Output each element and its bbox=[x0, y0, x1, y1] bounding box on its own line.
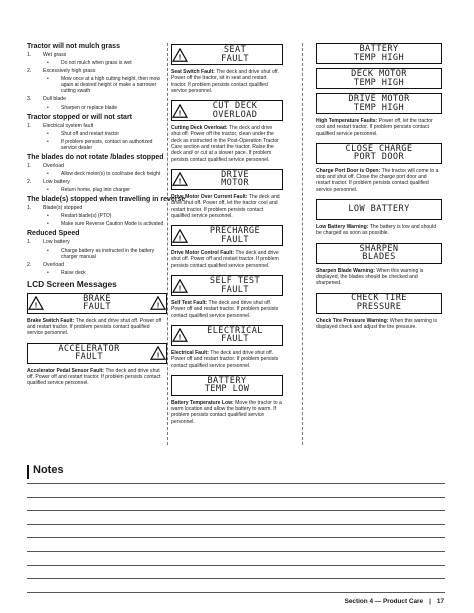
warning-triangle-icon bbox=[150, 296, 166, 310]
desc-label: Check Tire Pressure Warning: bbox=[316, 317, 389, 324]
remedy-text: Sharpen or replace blade bbox=[61, 104, 118, 111]
lcd-faults-column bbox=[171, 40, 283, 431]
item-number: 2. bbox=[27, 261, 32, 268]
lcd-sharpen-blades bbox=[316, 243, 442, 264]
troubleshoot-heading: Tractor will not mulch grass bbox=[27, 43, 120, 50]
desc-text: The deck and drive shut off. Power off the tractor, sit in seat and restart tractor. If problem persists contact qualified service personnel. bbox=[171, 69, 279, 94]
desc-text: The deck and drive shut off. Power off and restart tractor. If problem persists contact qualified service personnel. bbox=[171, 250, 279, 269]
svg-text:!: ! bbox=[178, 333, 182, 343]
note-line bbox=[27, 497, 445, 498]
desc-text: The deck and drive shut off. Power off and restart tractor. If problem persists contact qualified service personnel. bbox=[171, 300, 279, 319]
bullet-icon: • bbox=[47, 130, 49, 137]
problem-item bbox=[27, 262, 167, 268]
problem-item bbox=[27, 239, 167, 245]
remedy-text: Mow once at a high cutting height, then mow again at desired height or make a narrower cutting swath bbox=[61, 76, 160, 95]
troubleshoot-heading: Tractor stopped or will not start bbox=[27, 113, 133, 121]
lcd-precharge-fault bbox=[171, 225, 283, 246]
problem-item bbox=[27, 179, 167, 185]
desc-text: The deck and drive shut off. Power off and restart tractor. If problem persists contact qualified service personnel. bbox=[171, 349, 279, 369]
lcd-warnings-column bbox=[316, 40, 442, 336]
remedy-item bbox=[47, 270, 167, 276]
lcd-low-battery bbox=[316, 199, 442, 220]
remedy-text: Do not mulch when grass is wet bbox=[61, 60, 132, 67]
lcd-text: ELECTRICAL FAULT bbox=[207, 325, 263, 345]
desc-text: When this warning is displayed, the blades should be checked and sharpened. bbox=[316, 267, 424, 287]
item-number: 1. bbox=[27, 239, 32, 246]
bullet-icon: • bbox=[47, 138, 49, 145]
desc-label: Drive Motor Control Fault: bbox=[171, 250, 235, 257]
brake-fault-description bbox=[27, 318, 167, 337]
remedy-item bbox=[47, 139, 167, 151]
bullet-icon: • bbox=[47, 269, 49, 276]
desc-text: Move the tractor to a warm location and allow the battery to warm. If problem persists contact qualified service personnel. bbox=[171, 399, 282, 425]
lcd-text: CLOSE CHARGE PORT DOOR bbox=[345, 143, 413, 163]
problem-item bbox=[27, 123, 167, 129]
lcd-text: DRIVE MOTOR bbox=[221, 169, 249, 189]
warning-triangle-icon bbox=[172, 279, 188, 293]
troubleshoot-heading: The blades do not rotate /blades stopped bbox=[27, 153, 164, 161]
desc-label: Battery Temperature Low: bbox=[171, 399, 234, 406]
desc-text: The deck and drive shut off. Power off and restart tractor. If problem persists contact qualified service personnel. bbox=[27, 367, 161, 387]
warning-triangle-icon bbox=[172, 229, 188, 243]
remedy-text: Raise deck bbox=[61, 269, 86, 276]
warning-triangle-icon bbox=[172, 104, 188, 118]
item-text: Dull blade bbox=[43, 96, 67, 103]
sharpen-blades-description bbox=[316, 268, 442, 287]
warning-triangle-icon bbox=[172, 172, 188, 186]
cut-deck-description bbox=[171, 125, 283, 163]
note-line bbox=[27, 592, 445, 593]
bullet-icon: • bbox=[47, 76, 49, 83]
desc-text: The deck and drive shut off. Power off, let the tractor cool and restart tractor. If problem persists contact qualified service personnel. bbox=[171, 193, 280, 219]
item-text: Wet grass bbox=[43, 52, 67, 58]
item-number: 1. bbox=[27, 205, 32, 212]
item-text: Excessively high grass bbox=[43, 68, 96, 75]
item-number: 1. bbox=[27, 122, 32, 129]
problem-item bbox=[27, 52, 167, 58]
lcd-text: ACCELERATOR FAULT bbox=[58, 343, 120, 363]
svg-text:!: ! bbox=[178, 108, 182, 118]
item-text: Blade(s) stopped bbox=[43, 205, 83, 212]
remedy-item bbox=[47, 221, 167, 227]
desc-text: When this warning is displayed check and adjust the tire pressure. bbox=[316, 317, 437, 330]
lcd-cut-deck-overload bbox=[171, 100, 283, 121]
lcd-accelerator-fault bbox=[27, 343, 167, 364]
remedy-item bbox=[47, 131, 167, 137]
remedy-text: Charge battery as instructed in the battery charger manual bbox=[61, 247, 155, 260]
note-line bbox=[27, 578, 445, 579]
accelerator-fault-description bbox=[27, 368, 167, 387]
item-text: Overload bbox=[43, 162, 65, 169]
desc-label: Self Test Fault: bbox=[171, 300, 208, 307]
item-text: Low battery bbox=[43, 179, 70, 186]
lcd-drive-motor-temp-high bbox=[316, 93, 442, 114]
remedy-text: Make sure Reverse Caution Mode is activated bbox=[61, 221, 164, 228]
item-number: 2. bbox=[27, 179, 32, 186]
desc-label: Charge Port Door is Open: bbox=[316, 167, 381, 174]
problem-item bbox=[27, 163, 167, 169]
lcd-text: CUT DECK OVERLOAD bbox=[212, 101, 258, 120]
problem-item bbox=[27, 205, 167, 211]
drive-motor-description bbox=[171, 194, 283, 219]
desc-label: High Temperature Faults: bbox=[316, 118, 378, 124]
low-battery-description bbox=[316, 224, 442, 237]
remedy-item bbox=[47, 76, 167, 94]
self-test-description bbox=[171, 300, 283, 319]
page-footer bbox=[345, 598, 444, 605]
note-line bbox=[27, 524, 445, 525]
remedy-item bbox=[47, 248, 167, 260]
note-line bbox=[27, 551, 445, 552]
bullet-icon: • bbox=[47, 247, 49, 254]
remedy-text: Allow deck motor(s) to cool/raise deck height bbox=[61, 171, 161, 178]
bullet-icon: • bbox=[47, 104, 49, 111]
item-number: 3. bbox=[27, 96, 32, 103]
lcd-text: CHECK TIRE PRESSURE bbox=[351, 293, 407, 313]
desc-text: The deck and drive shut off. Power off and restart tractor. If problem persists contact qualified service personnel. bbox=[27, 317, 162, 337]
item-text: Low battery bbox=[43, 239, 70, 246]
lcd-text: BRAKE FAULT bbox=[83, 293, 111, 313]
page-number: 17 bbox=[436, 598, 444, 605]
svg-text:!: ! bbox=[34, 300, 38, 310]
lcd-battery-temp-low bbox=[171, 375, 283, 396]
lcd-close-charge-port bbox=[316, 143, 442, 164]
desc-text: Power off, let the tractor cool and restart tractor. If problem persists contact qualified service personnel. bbox=[316, 118, 433, 137]
lcd-text: DECK MOTOR TEMP HIGH bbox=[351, 68, 407, 88]
lcd-text: SHARPEN BLADES bbox=[359, 243, 399, 263]
desc-label: Low Battery Warning: bbox=[316, 224, 369, 231]
remedy-item bbox=[47, 105, 167, 111]
lcd-electrical-fault bbox=[171, 325, 283, 346]
troubleshooting-column bbox=[27, 40, 186, 393]
warning-triangle-icon bbox=[150, 346, 166, 360]
desc-label: Seat Switch Fault: bbox=[171, 69, 215, 75]
desc-text: The battery is low and should be charged as soon as possible. bbox=[316, 224, 437, 237]
desc-text: The tractor will come to a stop and shut off. Close the charge port door and restart tractor. If problem persists contact qualified service personnel. bbox=[316, 167, 439, 193]
lcd-text: DRIVE MOTOR TEMP HIGH bbox=[348, 93, 410, 113]
item-text: Overload bbox=[43, 261, 65, 268]
desc-text: The deck and drive shut off. Power off the tractor, clean under the deck as instructed in the Post-Operation Tractor Care section and restart the tractor. Raise the deck and/ or cut at a slower pace. If problem persists contact qualified service personnel. bbox=[171, 125, 279, 163]
desc-label: Sharpen Blade Warning: bbox=[316, 267, 375, 274]
note-line bbox=[27, 510, 445, 511]
footer-separator: | bbox=[429, 598, 431, 605]
remedy-item bbox=[47, 171, 167, 177]
warning-triangle-icon bbox=[172, 48, 188, 62]
item-number: 1. bbox=[27, 162, 32, 169]
lcd-heading: LCD Screen Messages bbox=[27, 278, 117, 289]
lcd-text: BATTERY TEMP HIGH bbox=[353, 43, 405, 63]
svg-text:!: ! bbox=[156, 350, 160, 360]
item-number: 1. bbox=[27, 52, 32, 58]
note-line bbox=[27, 565, 445, 566]
bullet-icon: • bbox=[47, 221, 49, 228]
remedy-text: If problem persists, contact an authorized service dealer bbox=[61, 138, 153, 151]
item-text: Electrical system fault bbox=[43, 122, 94, 129]
battery-temp-low-description bbox=[171, 400, 283, 425]
troubleshoot-heading: Reduced Speed bbox=[27, 230, 80, 238]
lcd-text: BATTERY TEMP LOW bbox=[204, 375, 250, 395]
svg-text:!: ! bbox=[178, 233, 182, 243]
lcd-text: SEAT FAULT bbox=[221, 44, 249, 64]
remedy-text: Shut off and restart tractor bbox=[61, 130, 119, 137]
desc-label: Electrical Fault: bbox=[171, 349, 209, 356]
note-line bbox=[27, 483, 445, 484]
notes-marker bbox=[27, 465, 29, 479]
lcd-check-tire-pressure bbox=[316, 293, 442, 314]
note-line bbox=[27, 537, 445, 538]
svg-text:!: ! bbox=[178, 283, 182, 293]
lcd-brake-fault bbox=[27, 293, 167, 314]
warning-triangle-icon bbox=[28, 296, 44, 310]
lcd-drive-motor bbox=[171, 169, 283, 190]
lcd-battery-temp-high bbox=[316, 43, 442, 64]
column-divider bbox=[302, 43, 303, 445]
desc-label: Accelerator Pedal Sensor Fault: bbox=[27, 367, 104, 374]
remedy-item bbox=[47, 187, 167, 193]
remedy-item bbox=[47, 213, 167, 219]
desc-label: Cutting Deck Overload: bbox=[171, 125, 228, 132]
warning-triangle-icon bbox=[172, 328, 188, 342]
remedy-text: Restart blade(s) (PTO) bbox=[61, 213, 112, 220]
desc-label: Brake Switch Fault: bbox=[27, 317, 75, 324]
desc-label: Drive Motor Over Current Fault: bbox=[171, 193, 248, 200]
charge-port-description bbox=[316, 168, 442, 193]
lcd-text: PRECHARGE FAULT bbox=[209, 226, 261, 245]
item-number: 2. bbox=[27, 68, 32, 75]
troubleshoot-heading: The blade(s) stopped when travelling in reverse bbox=[27, 196, 186, 204]
lcd-self-test-fault bbox=[171, 275, 283, 296]
remedy-text: Return home, plug into charger bbox=[61, 187, 130, 194]
bullet-icon: • bbox=[47, 60, 49, 67]
seat-fault-description bbox=[171, 69, 283, 94]
bullet-icon: • bbox=[47, 187, 49, 194]
troubleshooting-sections bbox=[27, 43, 186, 276]
remedy-item bbox=[47, 60, 167, 66]
svg-text:!: ! bbox=[178, 177, 182, 187]
lcd-text: LOW BATTERY bbox=[348, 204, 410, 215]
footer-section: Section 4 — Product Care bbox=[344, 598, 424, 605]
problem-item bbox=[27, 96, 167, 102]
lcd-text: SELF TEST FAULT bbox=[209, 275, 261, 295]
electrical-description bbox=[171, 350, 283, 369]
problem-item bbox=[27, 68, 167, 74]
svg-text:!: ! bbox=[178, 52, 182, 62]
bullet-icon: • bbox=[47, 213, 49, 220]
high-temp-description bbox=[316, 118, 442, 137]
svg-text:!: ! bbox=[156, 300, 160, 310]
bullet-icon: • bbox=[47, 171, 49, 178]
lcd-deck-motor-temp-high bbox=[316, 68, 442, 89]
notes-title: Notes bbox=[33, 464, 64, 476]
column-divider bbox=[167, 43, 168, 445]
precharge-description bbox=[171, 250, 283, 269]
lcd-seat-fault bbox=[171, 44, 283, 65]
tire-pressure-description bbox=[316, 318, 442, 331]
